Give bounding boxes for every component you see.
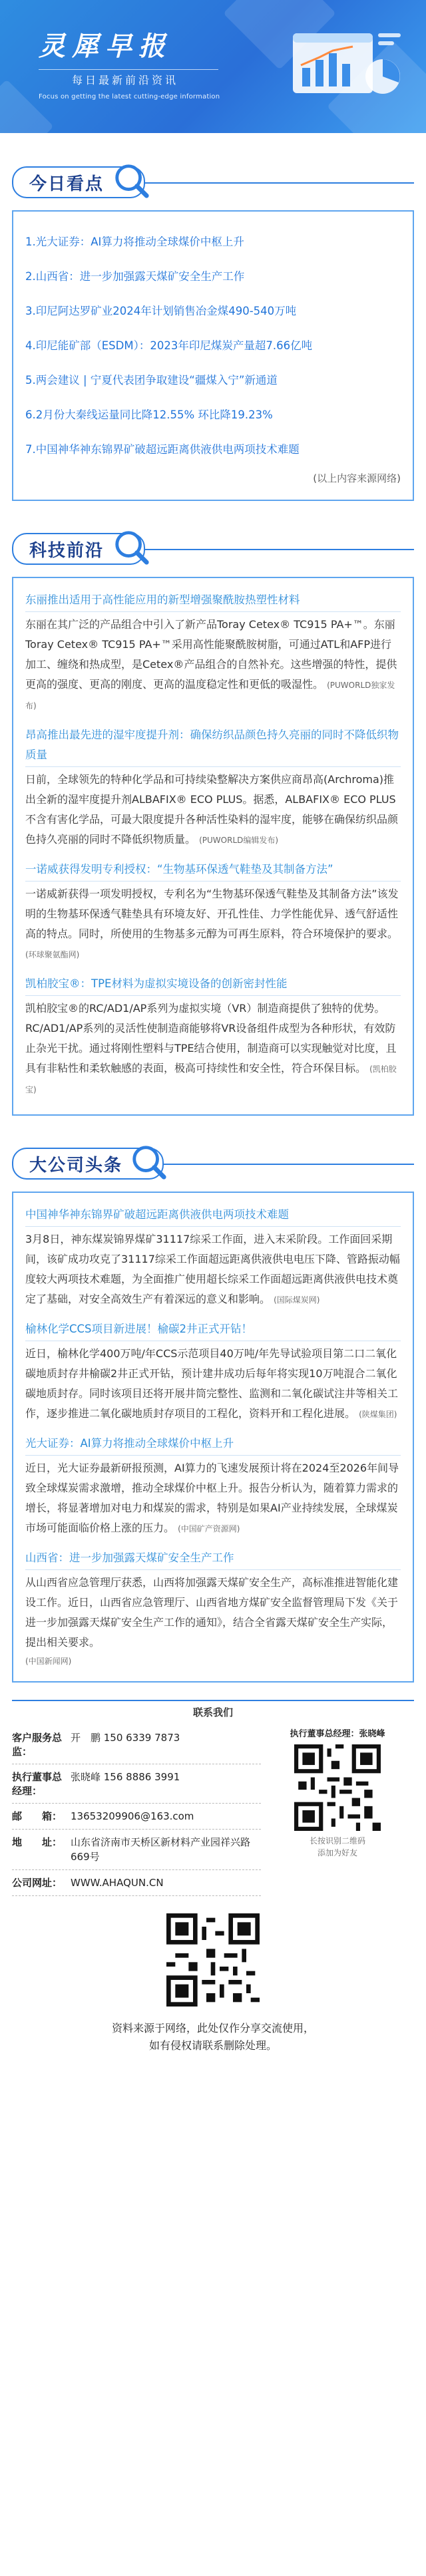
article-body: 近日，榆林化学400万吨/年CCS示范项目40万吨/年先导试验项目第二口二氧化碳地质封存井榆碳2井正式开钻，预计建井成功后每年将实现10万吨混合二氧化碳地质封存。同时该项目还将开展井筒完整性、监测和二氧化碳试注井等相关工作，逐步推进二氧化碳地质封存项目的工程化，资料开和工程化进展。 (陕煤集团): [25, 1347, 399, 1420]
article-title[interactable]: 东丽推出适用于高性能应用的新型增强聚酰胺热塑性材料: [25, 590, 401, 612]
today-item[interactable]: 7.中国神华神东锦界矿破超远距离供液供电两项技术难题: [25, 443, 300, 456]
qr-panel: [261, 1725, 414, 1896]
contact-heading: 联系我们: [192, 1706, 234, 1718]
banner-tagline: Focus on getting the latest cutting-edge information: [39, 93, 220, 100]
banner-subtitle: 每日最新前沿资讯: [71, 74, 178, 86]
article: [25, 1205, 401, 1310]
article-title[interactable]: 昂高推出最先进的湿牢度提升剂：确保纺织品颜色持久亮丽的同时不降低织物质量: [25, 725, 401, 767]
today-item[interactable]: 6.2月份大秦线运量同比降12.55% 环比降19.23%: [25, 408, 273, 421]
qr-note: 长按识别二维码 添加为好友: [309, 1836, 365, 1857]
banner-divider: [39, 69, 218, 70]
qr-code-icon[interactable]: [166, 1913, 260, 2007]
contact-row: 公司网址： WWW.AHAQUN.CN: [12, 1870, 261, 1896]
article-title[interactable]: 凯柏胶宝®：TPE材料为虚拟实境设备的创新密封性能: [25, 974, 401, 996]
corp-list: [12, 1192, 414, 1683]
article-source: (PUWORLD独家发布): [25, 681, 395, 711]
tech-heading: 科技前沿: [12, 533, 145, 565]
contact-value[interactable]: 开 鹏 150 6339 7873: [71, 1732, 180, 1744]
article-source: (PUWORLD编辑发布): [199, 836, 279, 845]
article-title[interactable]: 一诺威获得发明专利授权：“生物基环保透气鞋垫及其制备方法”: [25, 860, 401, 882]
magnifier-icon: [112, 528, 150, 566]
contact-row: 地 址： 山东省济南市天桥区新材料产业园祥兴路669号: [12, 1830, 261, 1870]
article: [25, 1434, 401, 1539]
bottom-qr: [0, 1913, 426, 2009]
today-heading: 今日看点: [12, 166, 145, 198]
contact-row: 执行董事总经理： 张晓峰 156 8886 3991: [12, 1764, 261, 1804]
chart-illustration-icon: [286, 27, 406, 106]
article-source: (陕煤集团): [359, 1410, 397, 1419]
magnifier-icon: [129, 1142, 168, 1181]
disclaimer: 资料来源于网络，此处仅作分享交流使用， 如有侵权请联系删除处理。: [111, 2022, 314, 2052]
contact-value[interactable]: 张晓峰 156 8886 3991: [71, 1771, 180, 1783]
magnifier-icon: [112, 161, 150, 200]
header-banner: [0, 0, 426, 133]
contact-value: 山东省济南市天桥区新材料产业园祥兴路669号: [71, 1836, 251, 1863]
corp-section: [12, 1140, 414, 1683]
article: [25, 974, 401, 1100]
article: [25, 590, 401, 716]
article-title[interactable]: 光大证券：AI算力将推动全球煤价中枢上升: [25, 1434, 401, 1456]
article-body: 3月8日，神东煤炭锦界煤矿31117综采工作面，进入末采阶段。工作面回采期间，该矿成功攻克了31117综采工作面超远距离供液供电电压下降、管路振动幅度较大两项技术难题，为全面推广使用超长综采工作面超远距离供液供电技术奠定了基础，对安全高效生产有着深远的意义和影响。 (国际煤炭网): [25, 1233, 400, 1305]
article-title[interactable]: 中国神华神东锦界矿破超远距离供液供电两项技术难题: [25, 1205, 401, 1227]
tech-header: [12, 525, 414, 571]
article: [25, 1548, 401, 1667]
article-body: 东丽在其广泛的产品组合中引入了新产品Toray Cetex® TC915 PA+™。东丽Toray Cetex® TC915 PA+™采用高性能聚酰胺树脂，可通过ATL和AFP进行加工、缠绕和热成型，是Cetex®产品组合的自然补充。这些增强的特性，提供更高的强度、更高的刚度、更高的温度稳定性和更低的吸湿性。 (PUWORLD独家发布): [25, 618, 397, 711]
article-source: (中国矿产资源网): [178, 1524, 240, 1533]
qr-title: 执行董事总经理：张晓峰: [290, 1729, 385, 1739]
contact-block: [12, 1725, 414, 1896]
article-source: (环球聚氨酯网): [25, 950, 80, 959]
today-item[interactable]: 2.山西省：进一步加强露天煤矿安全生产工作: [25, 270, 245, 283]
today-item[interactable]: 5.两会建议 | 宁夏代表团争取建设“疆煤入宁”新通道: [25, 374, 278, 387]
contact-header: [12, 1700, 414, 1725]
today-item[interactable]: 1.光大证券：AI算力将推动全球煤价中枢上升: [25, 236, 244, 248]
article-source: (中国新闻网): [25, 1657, 72, 1666]
tech-list: [12, 577, 414, 1116]
contact-list: [12, 1725, 261, 1896]
contact-row: 邮 箱： 13653209906@163.com: [12, 1804, 261, 1830]
article-body: 一诺威新获得一项发明授权，专利名为“生物基环保透气鞋垫及其制备方法”该发明的生物基环保透气鞋垫具有环境友好、开孔性佳、力学性能优异、透气舒适性高的特点。同时，所使用的生物基多元醇为可再生原料，符合环境保护的要求。 (环球聚氨酯网): [25, 887, 399, 959]
contact-value[interactable]: WWW.AHAQUN.CN: [71, 1877, 164, 1889]
article: [25, 860, 401, 965]
today-item[interactable]: 4.印尼能矿部（ESDM）：2023年印尼煤炭产量超7.66亿吨: [25, 339, 313, 352]
article: [25, 725, 401, 850]
tech-section: [12, 525, 414, 1116]
article-body: 近日，光大证券最新研报预测，AI算力的飞速发展预计将在2024至2026年间导致全球煤炭需求激增，推动全球煤价中枢上升。报告分析认为，随着算力需求的增长，将显著增加对电力和煤炭的需求，特别是如果AI产业持续发展，全球煤炭市场可能面临价格上涨的压力。 (中国矿产资源网): [25, 1462, 399, 1534]
article: [25, 1319, 401, 1424]
article-body: 凯柏胶宝®的RC/AD1/AP系列为虚拟实境（VR）制造商提供了独特的优势。RC/AD1/AP系列的灵活性使制造商能够将VR设备组件成型为各种形状，有效防止杂光干扰。通过将刚性塑料与TPE结合使用，制造商可以实现触觉对比度，且具有非粘性和柔软触感的表面，极高可持续性和安全性，符合环保目标。 (凯柏胶宝): [25, 1002, 397, 1094]
qr-code-icon[interactable]: [294, 1744, 381, 1831]
corp-heading: 大公司头条: [12, 1148, 164, 1180]
article-source: (凯柏胶宝): [25, 1064, 397, 1094]
today-section: [12, 158, 414, 501]
banner-title: 灵犀早报: [39, 31, 172, 62]
today-list: [12, 210, 414, 501]
article-title[interactable]: 榆林化学CCS项目新进展！榆碳2井正式开钻！: [25, 1319, 401, 1341]
today-source: (以上内容来源网络): [313, 472, 401, 484]
corp-header: [12, 1140, 414, 1186]
contact-row: 客户服务总监： 开 鹏 150 6339 7873: [12, 1725, 261, 1764]
today-header: [12, 158, 414, 205]
article-source: (国际煤炭网): [274, 1295, 320, 1305]
today-item[interactable]: 3.印尼阿达罗矿业2024年计划销售冶金煤490-540万吨: [25, 305, 297, 317]
article-body: 从山西省应急管理厅获悉，山西将加强露天煤矿安全生产，高标准推进智能化建设工作。近日，山西省应急管理厅、山西省地方煤矿安全监督管理局下发《关于进一步加强露天煤矿安全生产工作的通知》，结合全省露天煤矿安全生产实际，提出相关要求。: [25, 1576, 399, 1649]
article-body: 日前，全球领先的特种化学品和可持续染整解决方案供应商昂高(Archroma)推出全新的湿牢度提升剂ALBAFIX® ECO PLUS。据悉，ALBAFIX® ECO PLUS不含有害化学品，可最大限度提升各种活性染料的湿牢度，能够在确保纺织品颜色持久亮丽的同时不降低织物质量。 (PUWORLD编辑发布): [25, 773, 399, 846]
contact-value[interactable]: 13653209906@163.com: [71, 1810, 194, 1822]
article-title[interactable]: 山西省：进一步加强露天煤矿安全生产工作: [25, 1548, 401, 1570]
